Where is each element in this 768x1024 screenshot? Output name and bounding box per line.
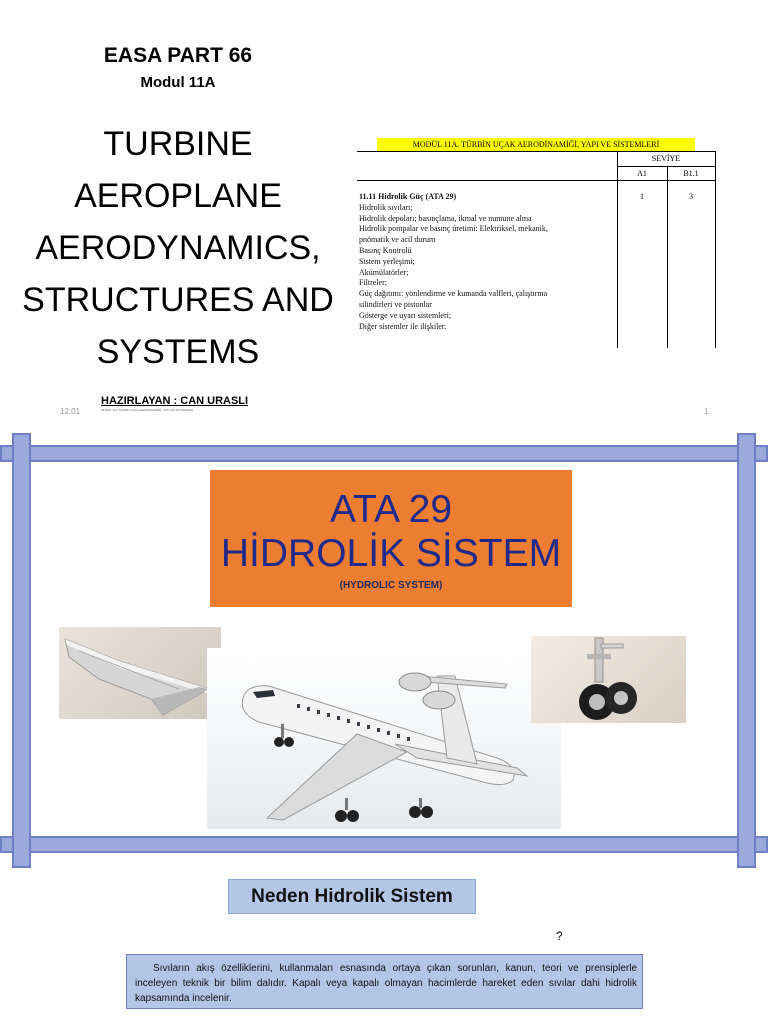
topic-item: Akümülatörler;	[359, 267, 409, 277]
module-subheading: Modul 11A	[140, 74, 216, 91]
slide-3	[0, 870, 768, 1024]
topic-item: Güç dağıtımı: yönlendirme ve kumanda valfleri, çalıştırma	[359, 289, 548, 299]
frame-bottom-bar	[0, 836, 768, 853]
slide-2	[0, 425, 768, 870]
question-mark: ?	[556, 929, 563, 943]
column-b1: B1.1	[683, 169, 699, 178]
table-rule	[357, 180, 716, 181]
topic-item: Filtreler;	[359, 278, 387, 288]
slide-time: 12:01	[60, 407, 81, 416]
table-rule	[715, 166, 716, 348]
course-title	[0, 118, 356, 378]
topic-item: pnömatik ve acil durum	[359, 235, 436, 245]
system-name: HİDROLİK SİSTEM	[220, 532, 562, 575]
title-line: STRUCTURES AND	[22, 281, 334, 319]
title-line: SYSTEMS	[96, 333, 260, 371]
frame-left-post	[12, 433, 31, 868]
ata-title-box	[210, 470, 572, 607]
frame-top-bar	[0, 445, 768, 462]
footer-tiny-text: MODÜL 11A TÜRBİN UÇAK AERODİNAMİĞİ, YAPI VE SİSTEMLERİ	[101, 408, 194, 412]
ata-number: ATA 29	[329, 488, 453, 531]
author-label: HAZIRLAYAN : CAN URASLI	[101, 395, 249, 407]
aircraft-image	[207, 648, 561, 829]
level-header: SEVİYE	[651, 154, 681, 163]
title-line: TURBINE	[103, 125, 253, 163]
wing-flap-image	[59, 627, 221, 719]
title-line: AEROPLANE	[74, 177, 282, 215]
definition-paragraph: Sıvıların akış özelliklerini, kullanmaları esnasında ortaya çıkan sorunları, kanun, teori ve prensiplerle inceleyen teknik bir bilim dalıdır. Kapalı veya kapalı olmayan hacimlerde hareket eden sıvılar dahi hidrolik kapsamında incelenir.	[126, 954, 643, 1009]
system-name-english: (HYDROLIC SYSTEM)	[339, 580, 443, 591]
topic-item: silindirleri ve pistonlar	[359, 299, 432, 309]
course-heading: EASA PART 66	[103, 44, 253, 67]
topic-item: Gösterge ve uyarı sistemleri;	[359, 310, 452, 320]
topic-item: Hidrolik sıvıları;	[359, 202, 413, 212]
module-topics	[359, 192, 619, 332]
topic-item: Diğer sistemler ile ilişkiler.	[359, 321, 447, 331]
topic-item: Hidrolik depoları; basınçlama, ikmal ve numune alma	[359, 213, 532, 223]
table-rule	[617, 166, 716, 167]
topic-item: Hidrolik pompalar ve basınç üretimi: Elektriksel, mekanik,	[359, 224, 548, 234]
frame-right-post	[737, 433, 756, 868]
section-heading: Neden Hidrolik Sistem	[228, 879, 476, 914]
title-line: AERODYNAMICS,	[35, 229, 321, 267]
landing-gear-image	[531, 636, 686, 723]
topic-item: Basınç Kontrolü	[359, 245, 412, 255]
value-b1: 3	[689, 192, 693, 201]
column-a1: A1	[637, 169, 647, 178]
topic-item: Sistem yerleşimi;	[359, 256, 415, 266]
slide-1	[0, 0, 768, 425]
module-table	[357, 138, 717, 348]
module-table-header: MODÜL 11A. TÜRBİN UÇAK AERODİNAMİĞİ, YAPI VE SİSTEMLERİ	[377, 138, 695, 151]
section-title: 11.11 Hidrolik Güç (ATA 29)	[359, 192, 457, 201]
slide-page-number: 1	[704, 407, 709, 416]
value-a1: 1	[640, 192, 644, 201]
table-rule	[357, 151, 716, 152]
table-rule	[715, 151, 716, 166]
